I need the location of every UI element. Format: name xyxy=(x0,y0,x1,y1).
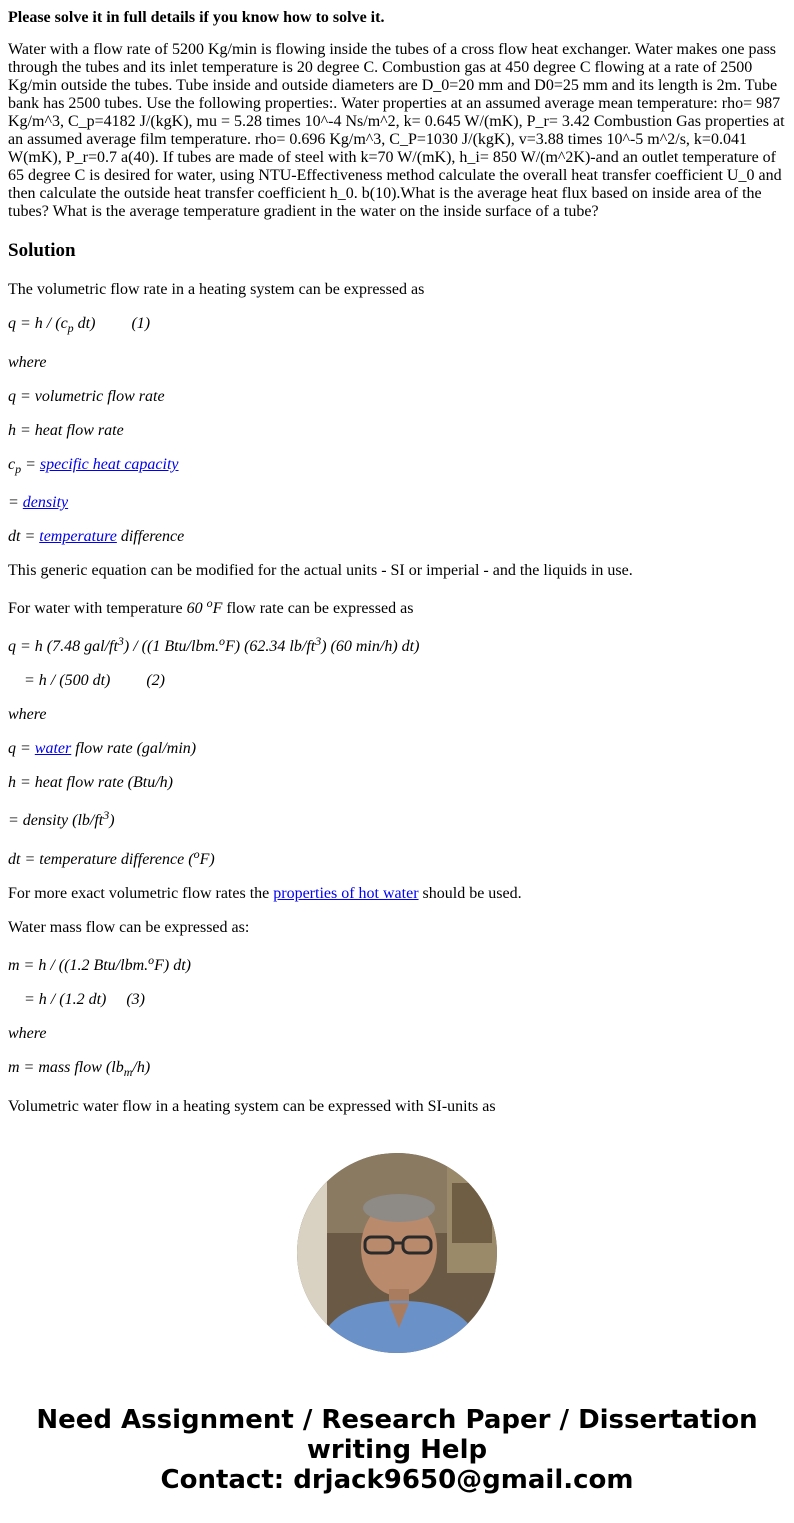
specific-heat-capacity-link[interactable]: specific heat capacity xyxy=(39,456,179,473)
equation-3-simplified: = h / (1.2 dt) (3) xyxy=(24,991,145,1008)
promo-line-1: Need Assignment / Research Paper / Dissertation xyxy=(36,1405,758,1435)
definition-mass-flow: m = mass flow $(lb_m/h)$ xyxy=(8,1059,151,1079)
definition-q-water: q = water flow rate (gal/min) xyxy=(8,740,197,757)
equation-number: (1) xyxy=(131,315,151,332)
equation-3: m = h / ((1.2 Btu/lbm.$^o$F) dt) xyxy=(8,953,191,974)
mass-flow-intro: Water mass flow can be expressed as: xyxy=(8,919,250,936)
equation-1: $q = h / (c_p$ dt) (1) xyxy=(8,315,151,335)
water-temperature-text: For water with temperature 60 $^o$F flow rate can be expressed as xyxy=(8,596,414,617)
density-link[interactable]: density xyxy=(22,494,69,511)
definition-density: = density xyxy=(8,494,69,511)
generic-equation-note: This generic equation can be modified for the actual units - SI or imperial - and the liquids in use. xyxy=(8,562,633,579)
hot-water-properties-link[interactable]: properties of hot water xyxy=(273,885,419,902)
portrait-image xyxy=(297,1153,497,1353)
temperature-link[interactable]: temperature xyxy=(39,528,117,545)
equation-2-simplified: = h / (500 dt) (2) xyxy=(24,672,165,689)
solution-heading: Solution xyxy=(8,240,76,261)
where-label: where xyxy=(8,354,47,371)
definition-dt-imperial: dt = temperature difference ($^o$F) xyxy=(8,847,215,868)
author-photo xyxy=(297,1153,497,1353)
equation-number: (2) xyxy=(146,672,165,689)
where-label: where xyxy=(8,1025,47,1042)
definition-dt: dt = temperature difference xyxy=(8,528,185,545)
question-title: Please solve it in full details if you know how to solve it. xyxy=(8,9,385,26)
promo-contact: Contact: drjack9650@gmail.com xyxy=(160,1465,634,1495)
exact-flow-note: For more exact volumetric flow rates the properties of hot water should be used. xyxy=(8,885,522,902)
problem-statement: Water with a flow rate of 5200 Kg/min is flowing inside the tubes of a cross flow heat exchanger. Water makes one pass through the tubes and its inlet temperature is 20 degree C. Combustion gas at 450 degree C flowing at a rate of 2500 Kg/min outside the tubes. Tube inside and outside diameters are D_0=20 mm and D0=25 mm and its length is 2m. Tube bank has 2500 tubes. Use the following properties:. Water properties at an assumed average mean temperature: rho= 987 Kg/m^3, C_p=4182 J/(kgK), mu = 5.28 times 10^-4 Ns/m^2, k= 0.645 W/(mK), P_r= 3.42 Combustion Gas properties at an assumed average film temperature. rho= 0.696 Kg/m^3, C_P=1030 J/(kgK), v=3.88 times 10^-5 m^2/s, k=0.041 W(mK), P_r=0.7 a(40). If tubes are made of steel with k=70 W/(mK), h_i= 850 W/(m^2K)-and an outlet temperature of 65 degree C is desired for water, using NTU-Effectiveness method calculate the overall heat transfer coefficient U_0 and then calculate the outside heat transfer coefficient h_0. b(10).What is the average heat flux based on inside area of the tubes? What is the average temperature gradient in the water on the inside surface of a tube? xyxy=(8,41,785,220)
definition-q: q = volumetric flow rate xyxy=(8,388,165,405)
definition-h: h = heat flow rate xyxy=(8,422,124,439)
water-link[interactable]: water xyxy=(34,740,72,757)
definition-density-imperial: = density $(lb/ft^3)$ xyxy=(8,808,115,829)
intro-text: The volumetric flow rate in a heating system can be expressed as xyxy=(8,281,425,298)
equation-number: (3) xyxy=(126,991,145,1008)
si-units-intro: Volumetric water flow in a heating system can be expressed with SI-units as xyxy=(8,1098,496,1115)
definition-h-btu: h = heat flow rate (Btu/h) xyxy=(8,774,173,791)
equation-2: q = h (7.48 gal/$ft^3) / ((1$ Btu/lbm.$^o$F) (62.34 $lb/ft^3$) (60 min/h) dt) xyxy=(8,634,420,655)
definition-cp: $c_p$ = specific heat capacity xyxy=(8,456,179,476)
promo-line-2: writing Help xyxy=(306,1435,488,1465)
where-label: where xyxy=(8,706,47,723)
